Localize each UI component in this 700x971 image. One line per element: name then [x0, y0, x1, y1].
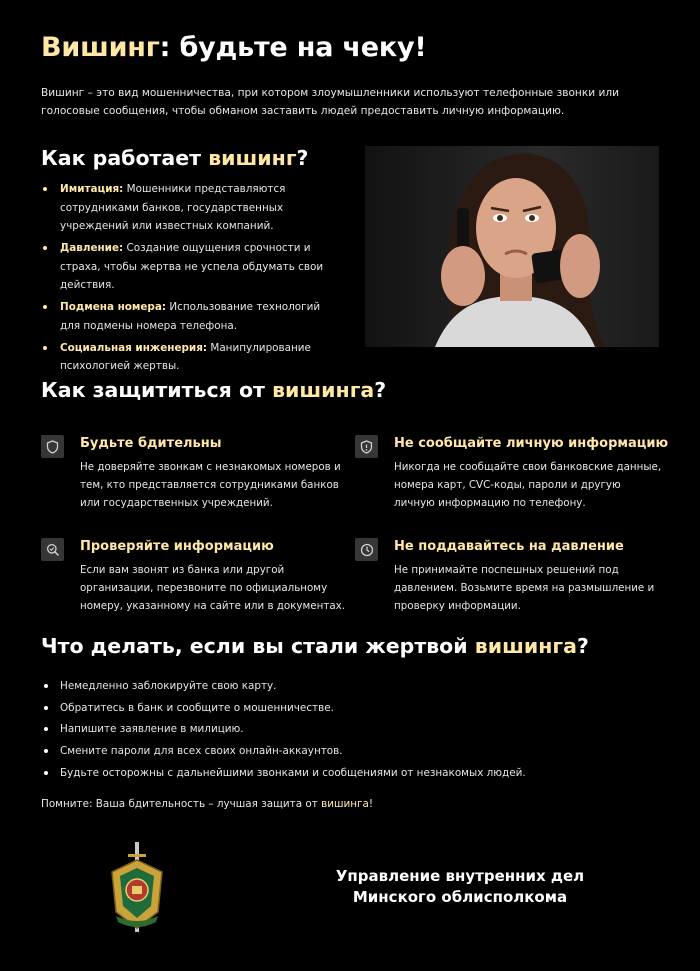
police-emblem-logo [104, 840, 170, 936]
how-item-social: Социальная инженерия: Манипулирование психологией жертвы. [41, 339, 341, 376]
clock-icon [355, 538, 378, 561]
photo-woman-on-phones [365, 146, 659, 347]
shield-alert-icon [355, 435, 378, 458]
intro-text: Вишинг – это вид мошенничества, при котором злоумышленники используют телефонные звонки или голосовые сообщения, чтобы обманом заставить людей предоставить личную информацию. [41, 87, 620, 117]
list-item: Обратитесь в банк и сообщите о мошенничестве. [41, 699, 661, 717]
tip-title: Не сообщайте личную информацию [394, 436, 669, 451]
how-list [41, 180, 341, 379]
tip-text: Никогда не сообщайте свои банковские данные, номера карт, CVC-коды, пароли и другую личную информацию по телефону. [394, 461, 662, 509]
tip-title: Будьте бдительны [80, 436, 222, 451]
tip-title: Не поддавайтесь на давление [394, 539, 624, 554]
how-item-pressure: Давление: Создание ощущения срочности и страха, чтобы жертва не успела обдумать свои действия. [41, 239, 341, 295]
tip-text: Если вам звонят из банка или другой организации, перезвоните по официальному номеру, указанному на сайте или в документах. [80, 564, 346, 612]
page-title [41, 32, 427, 63]
list-item: Смените пароли для всех своих онлайн-аккаунтов. [41, 742, 661, 760]
victim-steps-list [41, 677, 661, 785]
title-highlight: Вишинг [41, 32, 160, 63]
org-line-1: Управление внутренних дел [335, 867, 585, 885]
organization-name [300, 866, 620, 908]
shield-icon [41, 435, 64, 458]
list-item: Немедленно заблокируйте свою карту. [41, 677, 661, 695]
how-item-imitation: Имитация: Мошенники представляются сотрудниками банков, государственных учреждений или известных компаний. [41, 180, 341, 236]
title-rest: : будьте на чеку! [159, 32, 427, 63]
org-line-2: Минского облисполкома [352, 888, 568, 906]
remember-note: Помните: Ваша бдительность – лучшая защита от вишинга! [41, 798, 374, 810]
protect-heading: Как защититься от вишинга? [41, 378, 387, 402]
victim-heading: Что делать, если вы стали жертвой вишинга? [41, 634, 589, 658]
how-heading: Как работает вишинг? [41, 146, 309, 170]
tip-title: Проверяйте информацию [80, 539, 274, 554]
list-item: Будьте осторожны с дальнейшими звонками и сообщениями от незнакомых людей. [41, 764, 661, 782]
how-item-spoofing: Подмена номера: Использование технологий для подмены номера телефона. [41, 298, 341, 335]
search-check-icon [41, 538, 64, 561]
list-item: Напишите заявление в милицию. [41, 720, 661, 738]
tip-text: Не принимайте поспешных решений под давлением. Возьмите время на размышление и проверку информации. [394, 564, 655, 612]
tip-text: Не доверяйте звонкам с незнакомых номеров и тем, кто представляется сотрудниками банков или государственных учреждений. [80, 461, 341, 509]
